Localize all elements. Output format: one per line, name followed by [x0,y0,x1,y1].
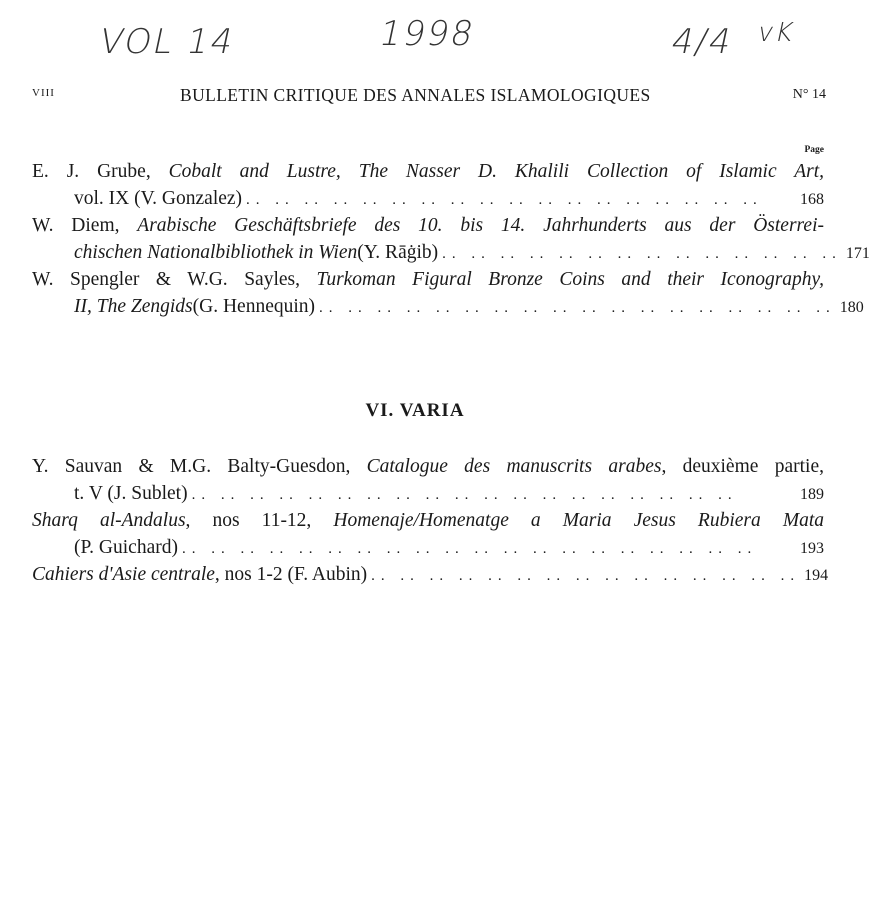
header-page-number: VIII [32,87,55,99]
entry-line [32,507,824,534]
toc-entry-sharq [32,507,824,563]
entry-line [32,266,824,293]
entry-title: Cahiers d'Asie centrale [32,564,215,585]
toc-entry-grube [32,158,824,214]
entry-text: , nos 11-12, [185,510,334,531]
header-issue-number: N° 14 [792,87,826,102]
dot-leader: .. .. .. .. .. .. .. .. .. .. .. .. .. .. .. .. .. .. [319,300,836,316]
entry-title: chischen Nationalbibliothek in Wien [74,242,358,263]
handwritten-fraction: 4/4 [667,22,737,62]
entry-author: W. Diem, [32,215,138,236]
entry-title: Turkoman Figural Bronze Coins and their Iconography, [316,269,825,290]
entry-reviewer: t. V (J. Sublet) [74,483,188,504]
entry-line [32,158,824,185]
toc-entry-cahiers [32,561,829,590]
entry-page: 189 [800,486,824,503]
entry-reviewer: (Y. Rāġib) [357,242,439,263]
entry-reviewer: (G. Hennequin) [192,296,316,317]
entry-title: Catalogue des manuscrits arabes [366,456,662,477]
entry-reviewer: (P. Guichard) [74,537,178,558]
entry-line [32,185,824,214]
entry-line [32,534,824,563]
dot-leader: .. .. .. .. .. .. .. .. .. .. .. .. .. .. .. .. .. .. .. .. [181,541,758,557]
entry-title: Homenaje/Homenatge a Maria Jesus Rubiera Mata [333,510,824,531]
entry-title: Sharq al-Andalus [32,510,186,531]
entry-text: , deuxième partie, [661,456,824,477]
entry-author: Y. Sauvan & M.G. Balty-Guesdon, [32,456,367,477]
entry-line [32,239,870,268]
dot-leader: .. .. .. .. .. .. .. .. .. .. .. .. .. .. .. .. .. .. .. [191,487,738,503]
entry-author: W. Spengler & W.G. Sayles, [32,269,317,290]
header-title: BULLETIN CRITIQUE DES ANNALES ISLAMOLOGIQUES [180,85,651,105]
entry-line [32,293,864,322]
toc-entry-sauvan [32,453,824,509]
dot-leader: .. .. .. .. .. .. .. .. .. .. .. .. .. .. .. [371,568,801,584]
entry-page: 194 [804,567,829,584]
entry-title: Arabische Geschäftsbriefe des 10. bis 14. Jahrhunderts aus der Österrei- [137,215,824,236]
entry-page: 180 [839,299,864,316]
entry-title: II, The Zengids [74,296,193,317]
handwritten-mark: vK [754,18,798,48]
entry-line [32,480,824,509]
entry-reviewer: , nos 1-2 (F. Aubin) [214,564,368,585]
dot-leader: .. .. .. .. .. .. .. .. .. .. .. .. .. .. .. .. .. .. [246,192,763,208]
section-title: VI. VARIA [365,400,465,421]
running-header [30,85,826,109]
page-column-label: Page [804,145,824,155]
entry-line [32,561,829,590]
entry-page: 171 [845,245,870,262]
handwritten-volume: VOL 14 [95,22,239,62]
toc-entry-diem [32,212,870,268]
handwritten-year: 1998 [375,14,479,54]
entry-page: 193 [800,540,824,557]
entry-reviewer: vol. IX (V. Gonzalez) [74,188,243,209]
entry-page: 168 [800,191,824,208]
entry-author: E. J. Grube, [32,161,169,182]
dot-leader: .. .. .. .. .. .. .. .. .. .. .. .. .. .. [442,246,842,262]
entry-title: Cobalt and Lustre, The Nasser D. Khalili Collection of Islamic Art, [168,161,824,182]
entry-line [32,453,824,480]
entry-line [32,212,824,239]
toc-entry-spengler [32,266,864,322]
